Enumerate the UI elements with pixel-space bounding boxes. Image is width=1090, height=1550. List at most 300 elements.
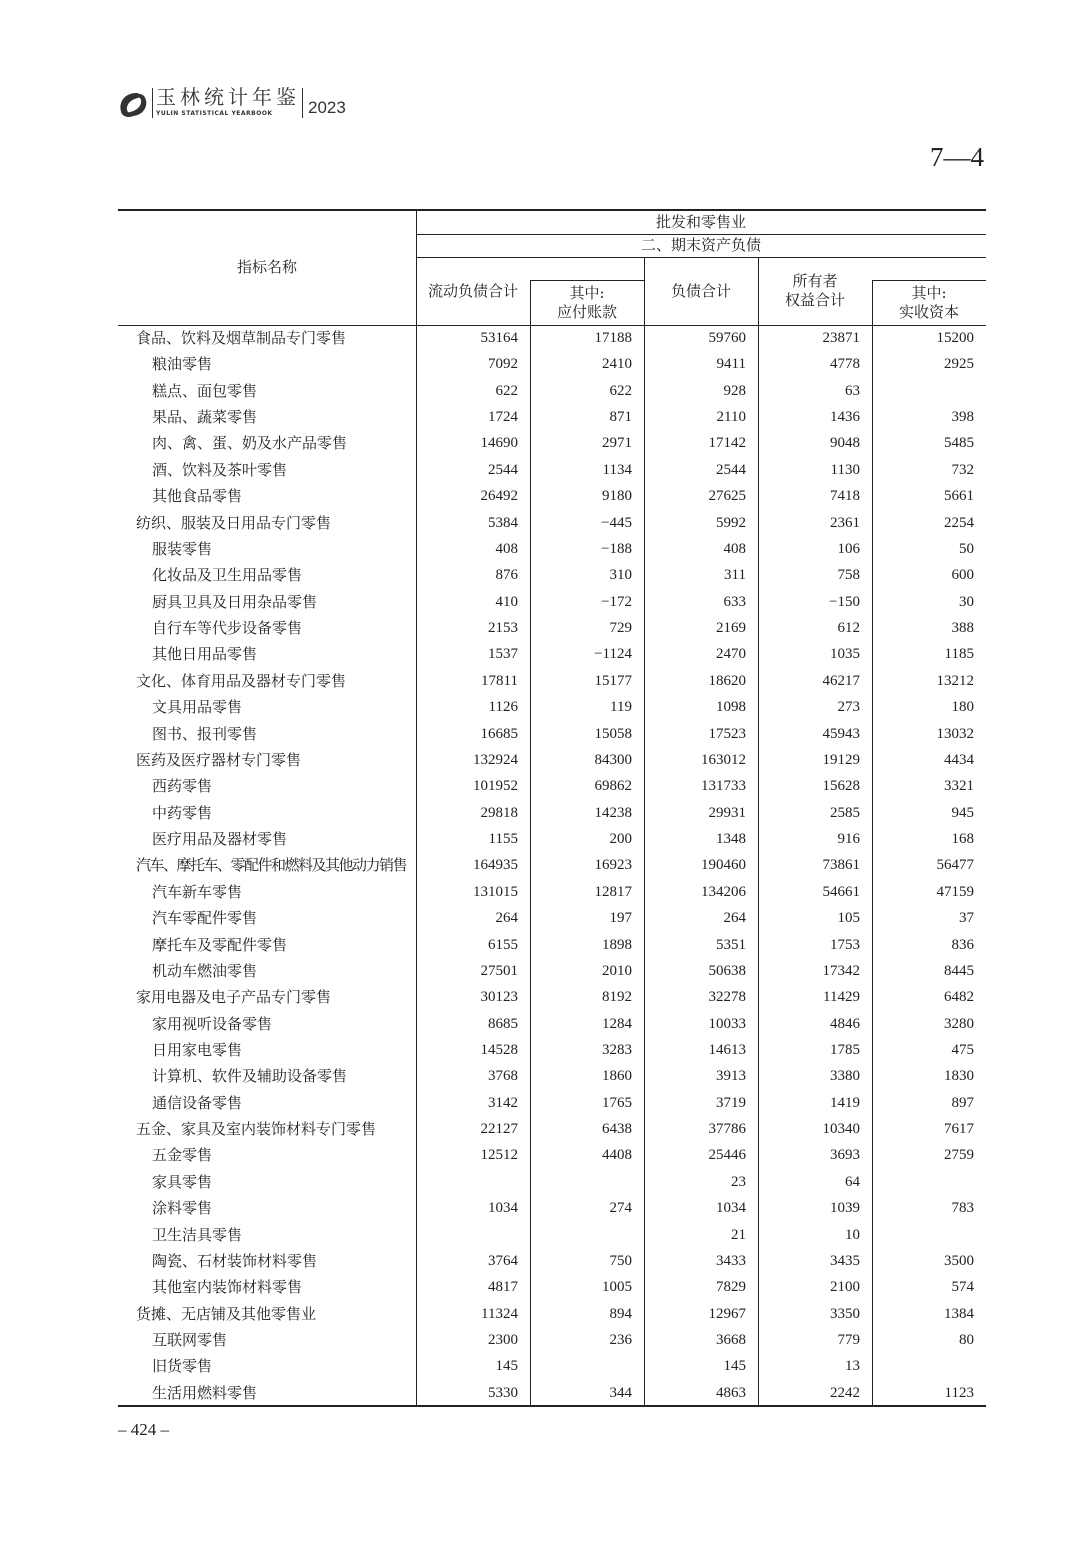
table-cell: 3764 <box>488 1252 518 1269</box>
row-label: 汽车新车零售 <box>152 882 243 901</box>
table-cell: 7092 <box>488 356 518 373</box>
table-cell: 27501 <box>480 962 518 979</box>
row-label: 果品、蔬菜零售 <box>152 408 258 427</box>
table-cell: 190460 <box>701 857 746 874</box>
table-cell: 17188 <box>594 330 632 346</box>
table-row <box>118 1222 986 1248</box>
table-cell: 15058 <box>594 725 632 742</box>
table-cell: 30 <box>959 593 974 610</box>
table-cell: 3693 <box>830 1147 860 1164</box>
table-cell: 4778 <box>830 356 860 373</box>
row-label: 五金零售 <box>152 1146 213 1165</box>
table-row <box>118 1090 986 1116</box>
table-cell: 14690 <box>480 435 518 452</box>
table-cell: 17142 <box>708 435 746 452</box>
row-label: 汽车、摩托车、零配件和燃料及其他动力销售 <box>136 856 407 875</box>
table-row <box>118 773 986 799</box>
row-label: 互联网零售 <box>152 1331 228 1350</box>
table-cell: 264 <box>495 910 518 927</box>
row-label: 家具零售 <box>152 1172 213 1191</box>
table-cell: 11429 <box>823 989 860 1006</box>
table-row <box>118 562 986 588</box>
table-row <box>118 378 986 404</box>
table-cell: 17811 <box>481 672 518 689</box>
table-cell: 311 <box>724 567 746 584</box>
table-cell: 1785 <box>830 1041 860 1058</box>
table-row <box>118 1301 986 1327</box>
row-label: 其他日用品零售 <box>152 645 258 664</box>
table-cell: 783 <box>951 1200 974 1217</box>
table-row <box>118 1037 986 1063</box>
table-cell: 408 <box>495 540 518 557</box>
table-row <box>118 1116 986 1142</box>
table-row <box>118 984 986 1010</box>
table-row <box>118 1353 986 1379</box>
table-cell: 1284 <box>602 1015 632 1032</box>
table-row <box>118 958 986 984</box>
row-label: 家用电器及电子产品专门零售 <box>136 988 332 1007</box>
row-label: 肉、禽、蛋、奶及水产品零售 <box>152 434 348 453</box>
row-label: 化妆品及卫生用品零售 <box>152 566 303 585</box>
row-label: 涂料零售 <box>152 1199 213 1218</box>
table-row <box>118 1380 986 1406</box>
row-label: 酒、饮料及茶叶零售 <box>152 460 288 479</box>
table-cell: 22127 <box>480 1121 518 1138</box>
table-cell: 17523 <box>708 725 746 742</box>
table-cell: 47159 <box>936 883 974 900</box>
row-label: 自行车等代步设备零售 <box>152 619 303 638</box>
table-cell: 410 <box>495 593 518 610</box>
table-cell: 633 <box>723 593 746 610</box>
table-cell: 163012 <box>701 751 746 768</box>
row-label: 文化、体育用品及器材专门零售 <box>136 671 347 690</box>
table-cell: 1034 <box>488 1200 518 1217</box>
table-cell: 23 <box>731 1173 746 1190</box>
row-label: 通信设备零售 <box>152 1093 243 1112</box>
table-cell: −188 <box>601 540 632 557</box>
table-cell: 131015 <box>473 883 518 900</box>
column-header-text: 流动负债合计 <box>427 282 518 300</box>
table-cell: 14528 <box>480 1041 518 1058</box>
table-cell: 80 <box>959 1332 974 1349</box>
row-label: 糕点、面包零售 <box>152 381 258 400</box>
column-header <box>530 284 644 322</box>
table-cell: 15628 <box>822 778 860 795</box>
table-cell: 29931 <box>708 804 746 821</box>
table-row <box>118 1011 986 1037</box>
table-cell: 3283 <box>602 1041 632 1058</box>
row-label: 陶瓷、石材装饰材料零售 <box>152 1251 318 1270</box>
table-cell: 8685 <box>488 1015 518 1032</box>
row-label: 其他室内装饰材料零售 <box>152 1278 303 1297</box>
table-cell: 600 <box>951 567 974 584</box>
table-cell: 69862 <box>594 778 632 795</box>
row-label: 医药及医疗器材专门零售 <box>136 750 302 769</box>
table-row <box>118 457 986 483</box>
header-rule <box>530 280 644 281</box>
row-label: 其他食品零售 <box>152 487 243 506</box>
table-cell: 4408 <box>602 1147 632 1164</box>
table-cell: 408 <box>723 540 746 557</box>
table-cell: 7617 <box>944 1121 974 1138</box>
table-cell: 1005 <box>602 1279 632 1296</box>
book-title: 玉林统计年鉴 <box>156 85 300 109</box>
table-cell: 15200 <box>936 330 974 346</box>
table-cell: 5351 <box>716 936 746 953</box>
column-header-text: 负债合计 <box>670 282 731 300</box>
table-row <box>118 641 986 667</box>
table-cell: 4863 <box>716 1384 746 1401</box>
table-cell: 14613 <box>708 1041 746 1058</box>
table-cell: 574 <box>951 1279 974 1296</box>
table-cell: 64 <box>845 1173 860 1190</box>
table-cell: 1419 <box>830 1094 860 1111</box>
row-label: 汽车零配件零售 <box>152 909 258 928</box>
table-cell: 1126 <box>488 699 518 716</box>
table-cell: 1348 <box>716 831 746 848</box>
table-cell: 6438 <box>602 1121 632 1138</box>
table-cell: 1537 <box>488 646 518 663</box>
table-number: 7—4 <box>930 142 984 172</box>
table-cell: 3350 <box>830 1305 860 1322</box>
table-cell: 928 <box>723 382 746 399</box>
column-header-text: 其中: <box>911 284 947 302</box>
group-header: 批发和零售业 <box>655 213 746 231</box>
yearbook-logo-icon <box>116 90 150 120</box>
table-cell: 168 <box>951 831 974 848</box>
table-cell: 145 <box>723 1358 746 1375</box>
table-cell: 1035 <box>830 646 860 663</box>
table-row <box>118 852 986 878</box>
table-cell: 73861 <box>822 857 860 874</box>
table-cell: 3719 <box>716 1094 746 1111</box>
table-cell: 264 <box>723 910 746 927</box>
row-label: 服装零售 <box>152 539 213 558</box>
row-label: 生活用燃料零售 <box>152 1383 258 1402</box>
table-cell: 8445 <box>944 962 974 979</box>
table-cell: 59760 <box>708 330 746 346</box>
table-cell: 2361 <box>830 514 860 531</box>
table-cell: 5661 <box>944 488 974 505</box>
table-cell: 1039 <box>830 1200 860 1217</box>
table-cell: 1130 <box>830 461 860 478</box>
table-cell: 37786 <box>708 1121 746 1138</box>
table-cell: 1384 <box>944 1305 974 1322</box>
table-cell: 2153 <box>488 620 518 637</box>
table-cell: 871 <box>609 409 632 426</box>
table-row <box>118 1063 986 1089</box>
row-label: 摩托车及零配件零售 <box>152 935 288 954</box>
table-cell: 398 <box>951 409 974 426</box>
table-cell: 310 <box>609 567 632 584</box>
table-cell: 131733 <box>701 778 746 795</box>
table-row <box>118 747 986 773</box>
table-cell: 2300 <box>488 1332 518 1349</box>
table-row <box>118 694 986 720</box>
page-number: – 424 – <box>118 1420 169 1439</box>
table-cell: 236 <box>609 1332 632 1349</box>
table-cell: 45943 <box>822 725 860 742</box>
table-cell: 105 <box>837 910 860 927</box>
table-cell: 1155 <box>488 831 518 848</box>
table-cell: 5992 <box>716 514 746 531</box>
table-cell: 2585 <box>830 804 860 821</box>
table-row <box>118 589 986 615</box>
table-row <box>118 1274 986 1300</box>
table-cell: 894 <box>609 1305 632 1322</box>
table-cell: 4434 <box>944 751 974 768</box>
table-cell: 2925 <box>944 356 974 373</box>
table-cell: 7829 <box>716 1279 746 1296</box>
table-cell: 1034 <box>716 1200 746 1217</box>
table-cell: 779 <box>837 1332 860 1349</box>
table-cell: 145 <box>495 1358 518 1375</box>
row-label: 食品、饮料及烟草制品专门零售 <box>136 329 347 347</box>
table-row <box>118 325 986 351</box>
table-cell: 1098 <box>716 699 746 716</box>
table-row <box>118 615 986 641</box>
table-cell: 2470 <box>716 646 746 663</box>
table-cell: 29818 <box>480 804 518 821</box>
table-row <box>118 668 986 694</box>
row-label: 文具用品零售 <box>152 698 243 717</box>
table-cell: 10 <box>845 1226 860 1243</box>
table-cell: 622 <box>609 382 632 399</box>
table-cell: 5485 <box>944 435 974 452</box>
table-cell: 180 <box>951 699 974 716</box>
table-row <box>118 800 986 826</box>
table-cell: 200 <box>609 831 632 848</box>
table-cell: 19129 <box>822 751 860 768</box>
table-cell: 945 <box>951 804 974 821</box>
table-cell: 25446 <box>708 1147 746 1164</box>
row-label: 计算机、软件及辅助设备零售 <box>152 1067 348 1086</box>
column-header <box>416 282 530 301</box>
table-row <box>118 430 986 456</box>
table-cell: 758 <box>837 567 860 584</box>
table-cell: 475 <box>951 1041 974 1058</box>
table-cell: 612 <box>837 620 860 637</box>
header-divider <box>152 88 153 118</box>
table-cell: 15177 <box>594 672 632 689</box>
table-cell: 9180 <box>602 488 632 505</box>
subgroup-header: 二、期末资产负债 <box>640 236 761 254</box>
table-cell: 30123 <box>480 989 518 1006</box>
table-cell: 18620 <box>708 672 746 689</box>
table-cell: 132924 <box>473 751 518 768</box>
table-cell: 5384 <box>488 514 518 531</box>
table-cell: 1898 <box>602 936 632 953</box>
table-cell: 1860 <box>602 1068 632 1085</box>
table-cell: 13 <box>845 1358 860 1375</box>
table-row <box>118 879 986 905</box>
header-rule <box>416 257 986 258</box>
table-cell: 876 <box>495 567 518 584</box>
table-cell: 274 <box>609 1200 632 1217</box>
table-cell: 101952 <box>473 778 518 795</box>
table-cell: 273 <box>837 699 860 716</box>
table-cell: 388 <box>951 620 974 637</box>
table-cell: 1830 <box>944 1068 974 1085</box>
table-cell: 2010 <box>602 962 632 979</box>
table-cell: 836 <box>951 936 974 953</box>
table-cell: 9048 <box>830 435 860 452</box>
table-cell: 46217 <box>822 672 860 689</box>
row-label: 卫生洁具零售 <box>152 1225 243 1244</box>
table-cell: 119 <box>610 699 632 716</box>
table-row <box>118 510 986 536</box>
table-cell: 2100 <box>830 1279 860 1296</box>
table-row <box>118 721 986 747</box>
table-cell: 1436 <box>830 409 860 426</box>
table-cell: 3500 <box>944 1252 974 1269</box>
table-cell: −172 <box>601 593 632 610</box>
table-cell: 4846 <box>830 1015 860 1032</box>
column-header-text: 权益合计 <box>784 291 845 309</box>
table-row <box>118 1327 986 1353</box>
row-label: 货摊、无店铺及其他零售业 <box>136 1304 317 1323</box>
table-row <box>118 905 986 931</box>
table-row <box>118 351 986 377</box>
table-cell: 3280 <box>944 1015 974 1032</box>
table-row <box>118 932 986 958</box>
table-row <box>118 404 986 430</box>
table-cell: 622 <box>495 382 518 399</box>
table-cell: 729 <box>609 620 632 637</box>
column-header <box>644 282 758 301</box>
row-label: 五金、家具及室内装饰材料专门零售 <box>136 1120 377 1139</box>
header-rule <box>416 234 986 235</box>
table-cell: 2110 <box>716 409 746 426</box>
table-cell: 63 <box>845 382 860 399</box>
table-cell: 3142 <box>488 1094 518 1111</box>
top-rule <box>118 209 986 211</box>
table-cell: 3668 <box>716 1332 746 1349</box>
table-cell: 1123 <box>944 1384 974 1401</box>
table-cell: 12817 <box>594 883 632 900</box>
table-cell: 6155 <box>488 936 518 953</box>
column-header-text: 应付账款 <box>556 303 617 321</box>
table-cell: 10340 <box>822 1121 860 1138</box>
table-cell: 17342 <box>822 962 860 979</box>
table-cell: 6482 <box>944 989 974 1006</box>
table-cell: 1134 <box>602 461 632 478</box>
table-cell: 21 <box>731 1226 746 1243</box>
table-cell: 27625 <box>708 488 746 505</box>
row-label: 纺织、服装及日用品专门零售 <box>136 513 332 532</box>
table-cell: 5330 <box>488 1384 518 1401</box>
table-cell: 3321 <box>944 778 974 795</box>
table-cell: 14238 <box>594 804 632 821</box>
column-header-text: 其中: <box>569 284 605 302</box>
row-label: 中药零售 <box>152 803 213 822</box>
table-cell: 2544 <box>716 461 746 478</box>
table-cell: 56477 <box>936 857 974 874</box>
table-cell: 3913 <box>716 1068 746 1085</box>
table-row <box>118 1248 986 1274</box>
column-header-text: 实收资本 <box>898 303 959 321</box>
table-cell: 1724 <box>488 409 518 426</box>
row-label: 西药零售 <box>152 777 213 796</box>
table-cell: 2242 <box>830 1384 860 1401</box>
table-cell: 732 <box>951 461 974 478</box>
row-label: 旧货零售 <box>152 1357 213 1376</box>
table-cell: 344 <box>609 1384 632 1401</box>
table-cell: 164935 <box>473 857 518 874</box>
row-label: 厨具卫具及日用杂品零售 <box>152 592 318 611</box>
table-cell: 3768 <box>488 1068 518 1085</box>
header-divider <box>302 88 303 118</box>
table-cell: 53164 <box>480 330 518 346</box>
table-cell: 1753 <box>830 936 860 953</box>
table-cell: 7418 <box>830 488 860 505</box>
row-label: 家用视听设备零售 <box>152 1014 273 1033</box>
table-cell: 54661 <box>822 883 860 900</box>
table-cell: 897 <box>951 1094 974 1111</box>
table-cell: 3433 <box>716 1252 746 1269</box>
row-header: 指标名称 <box>236 258 297 276</box>
table-row <box>118 826 986 852</box>
table-cell: 134206 <box>701 883 746 900</box>
row-label: 医疗用品及器材零售 <box>152 830 288 849</box>
table-cell: 1185 <box>944 646 974 663</box>
table-cell: 2410 <box>602 356 632 373</box>
table-cell: 3380 <box>830 1068 860 1085</box>
table-cell: 84300 <box>594 751 632 768</box>
table-cell: 10033 <box>708 1015 746 1032</box>
table-cell: 50638 <box>708 962 746 979</box>
table-cell: 12967 <box>708 1305 746 1322</box>
column-header <box>872 284 986 322</box>
table-cell: 9411 <box>716 356 746 373</box>
table-cell: 32278 <box>708 989 746 1006</box>
table-cell: 12512 <box>480 1147 518 1164</box>
book-subtitle: YULIN STATISTICAL YEARBOOK <box>156 110 273 117</box>
table-row <box>118 1142 986 1168</box>
table-cell: 4817 <box>488 1279 518 1296</box>
table-cell: 37 <box>959 910 974 927</box>
table-cell: 50 <box>959 540 974 557</box>
header-rule <box>872 280 986 281</box>
row-label: 日用家电零售 <box>152 1040 243 1059</box>
table-cell: −150 <box>829 593 860 610</box>
table-cell: 26492 <box>480 488 518 505</box>
row-label: 图书、报刊零售 <box>152 724 258 743</box>
row-label: 机动车燃油零售 <box>152 961 258 980</box>
table-cell: 11324 <box>481 1305 518 1322</box>
table-cell: −445 <box>601 514 632 531</box>
table-cell: 2759 <box>944 1147 974 1164</box>
table-cell: 13212 <box>936 672 974 689</box>
table-row <box>118 1169 986 1195</box>
table-cell: 3435 <box>830 1252 860 1269</box>
book-year: 2023 <box>308 98 346 117</box>
row-label: 粮油零售 <box>152 355 213 374</box>
table-cell: 2971 <box>602 435 632 452</box>
table-cell: 1765 <box>602 1094 632 1111</box>
table-cell: 106 <box>837 540 860 557</box>
table-cell: 8192 <box>602 989 632 1006</box>
table-cell: 16923 <box>594 857 632 874</box>
table-cell: 23871 <box>822 330 860 346</box>
table-cell: 916 <box>837 831 860 848</box>
table-row <box>118 1195 986 1221</box>
table-cell: 750 <box>609 1252 632 1269</box>
table-row <box>118 536 986 562</box>
table-row <box>118 483 986 509</box>
column-header <box>758 272 872 310</box>
table-cell: 2254 <box>944 514 974 531</box>
